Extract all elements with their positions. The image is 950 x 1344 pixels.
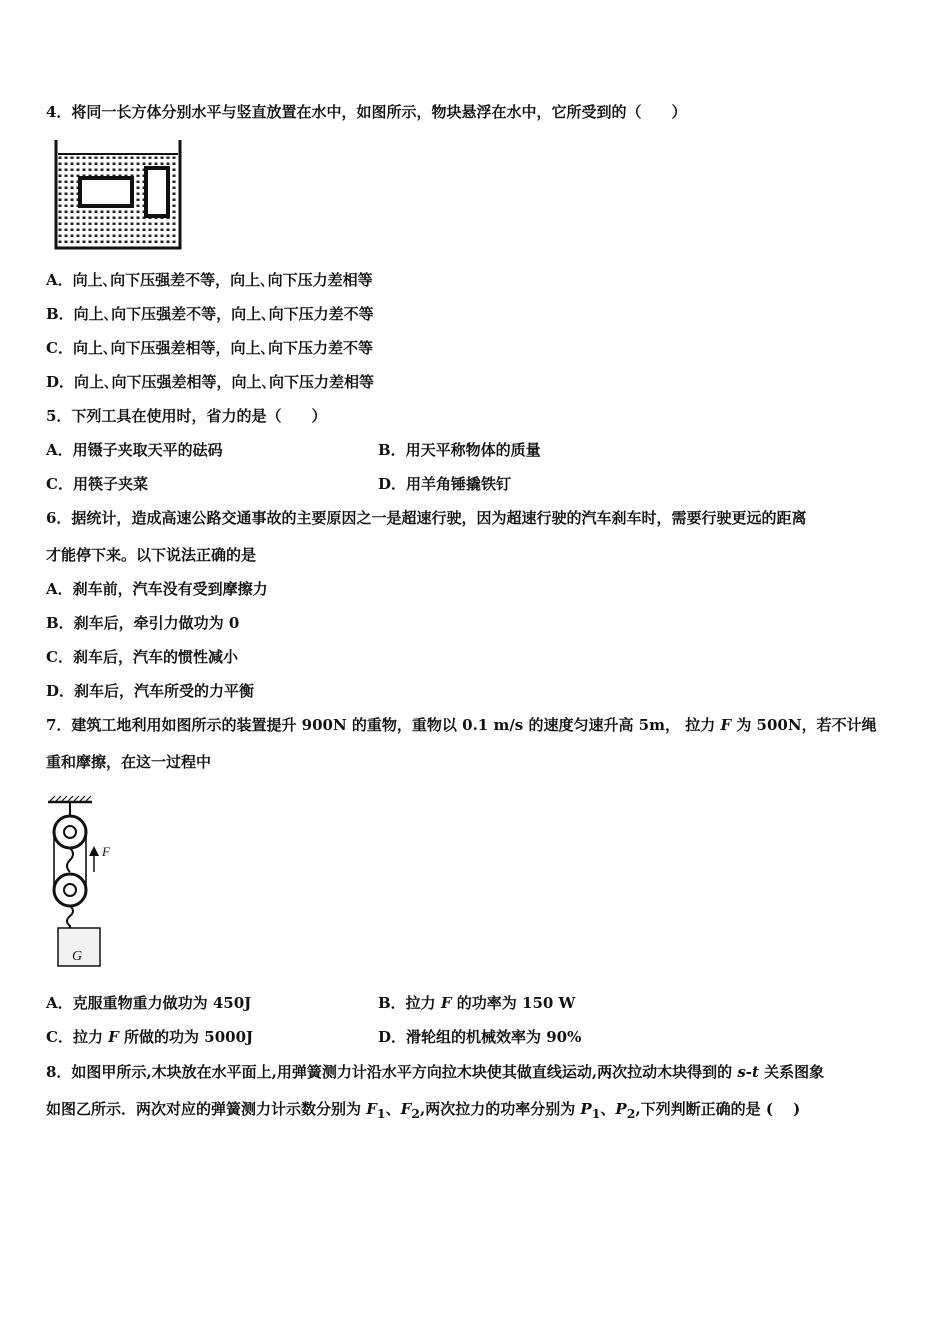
q7-stem-line1-part1: 7．建筑工地利用如图所示的装置提升 900N 的重物，重物以 0.1 m/s 的速度匀速升高 5m， 拉力 (46, 716, 721, 734)
q7-option-b[interactable] (378, 993, 575, 1013)
q5-option-d[interactable]: D．用羊角锤撬铁钉 (378, 475, 512, 493)
q7-stem-line1 (46, 715, 877, 735)
q7-option-a[interactable]: A．克服重物重力做功为 450J (46, 994, 252, 1012)
q4-option-c[interactable]: C．向上､向下压强差相等，向上､向下压力差不等 (46, 339, 373, 357)
q8-var-p1: P (580, 1100, 592, 1118)
q6-stem-line1: 6．据统计，造成高速公路交通事故的主要原因之一是超速行驶，因为超速行驶的汽车刹车时，需要行驶更远的距离 (46, 509, 807, 527)
q8-var-p2: P (615, 1100, 627, 1118)
q4-option-d[interactable]: D．向上､向下压强差相等，向上､向下压力差相等 (46, 373, 375, 391)
q8-stem-line2 (46, 1099, 800, 1124)
q8-sep1: 、 (385, 1100, 401, 1118)
q7-option-c[interactable] (46, 1027, 253, 1047)
q7-stem-force-var: F (720, 716, 732, 734)
q8-line2-end: ,下列判断正确的是 ( ) (635, 1100, 801, 1118)
q7-option-d[interactable]: D．滑轮组的机械效率为 90% (378, 1028, 582, 1046)
q7-option-b-part1: B．拉力 (378, 994, 441, 1012)
q7-option-c-part1: C．拉力 (46, 1028, 109, 1046)
q8-line2-mid: ,两次拉力的功率分别为 (419, 1100, 581, 1118)
q8-line1-var: s-t (737, 1063, 759, 1081)
q6-option-d[interactable]: D．刹车后，汽车所受的力平衡 (46, 682, 255, 700)
q8-line1-part2: 关系图象 (758, 1063, 825, 1081)
hook-to-weight (67, 906, 73, 928)
q7-option-c-var: F (108, 1028, 119, 1046)
q5-option-c[interactable]: C．用筷子夹菜 (46, 475, 148, 493)
q8-line1-part1: 8．如图甲所示,木块放在水平面上,用弹簧测力计沿水平方向拉木块使其做直线运动,两次拉动木块得到的 (46, 1063, 738, 1081)
q5-option-b[interactable]: B．用天平称物体的质量 (378, 441, 541, 459)
q8-var-f1-sub: 1 (376, 1106, 386, 1121)
q7-stem-line2: 重和摩擦，在这一过程中 (46, 753, 212, 771)
q8-var-f2: F (400, 1100, 412, 1118)
q7-option-c-part2: 所做的功为 5000J (118, 1028, 254, 1046)
q6-option-a[interactable]: A．刹车前，汽车没有受到摩擦力 (46, 580, 268, 598)
weight-label: G (72, 949, 83, 964)
q7-option-b-part2: 的功率为 150 W (451, 994, 576, 1012)
q6-option-b[interactable]: B．刹车后，牵引力做功为 0 (46, 614, 240, 632)
q4-option-a[interactable]: A．向上､向下压强差不等，向上､向下压力差相等 (46, 271, 373, 289)
q8-sep2: 、 (600, 1100, 616, 1118)
hook-between-pulleys (67, 848, 73, 872)
q8-line2-part1: 如图乙所示．两次对应的弹簧测力计示数分别为 (46, 1100, 367, 1118)
vertical-block (146, 168, 168, 216)
horizontal-block (80, 178, 132, 206)
q4-water-tank-figure (52, 138, 186, 250)
q6-option-c[interactable]: C．刹车后，汽车的惯性减小 (46, 648, 238, 666)
ceiling-hatch (50, 796, 91, 801)
q8-var-f1: F (366, 1100, 377, 1118)
q5-stem: 5．下列工具在使用时，省力的是（ ） (46, 407, 327, 425)
q8-var-p1-sub: 1 (591, 1106, 601, 1121)
q8-var-p2-sub: 2 (626, 1106, 636, 1121)
q6-stem-line2: 才能停下来。以下说法正确的是 (46, 546, 257, 564)
q8-var-f2-sub: 2 (411, 1106, 420, 1121)
q7-option-b-var: F (440, 994, 452, 1012)
force-label: F (102, 844, 110, 859)
fixed-pulley-axle (64, 826, 76, 838)
q8-stem-line1 (46, 1062, 824, 1082)
q5-option-a[interactable]: A．用镊子夹取天平的砝码 (46, 441, 223, 459)
q4-option-b[interactable]: B．向上､向下压强差不等，向上､向下压力差不等 (46, 305, 374, 323)
q7-pulley-figure (42, 794, 132, 974)
movable-pulley-axle (64, 884, 76, 896)
force-arrow-head (89, 846, 99, 856)
q4-stem: 4．将同一长方体分别水平与竖直放置在水中，如图所示，物块悬浮在水中，它所受到的（ ） (46, 103, 687, 121)
q7-stem-line1-part2: 为 500N，若不计绳 (731, 716, 877, 734)
